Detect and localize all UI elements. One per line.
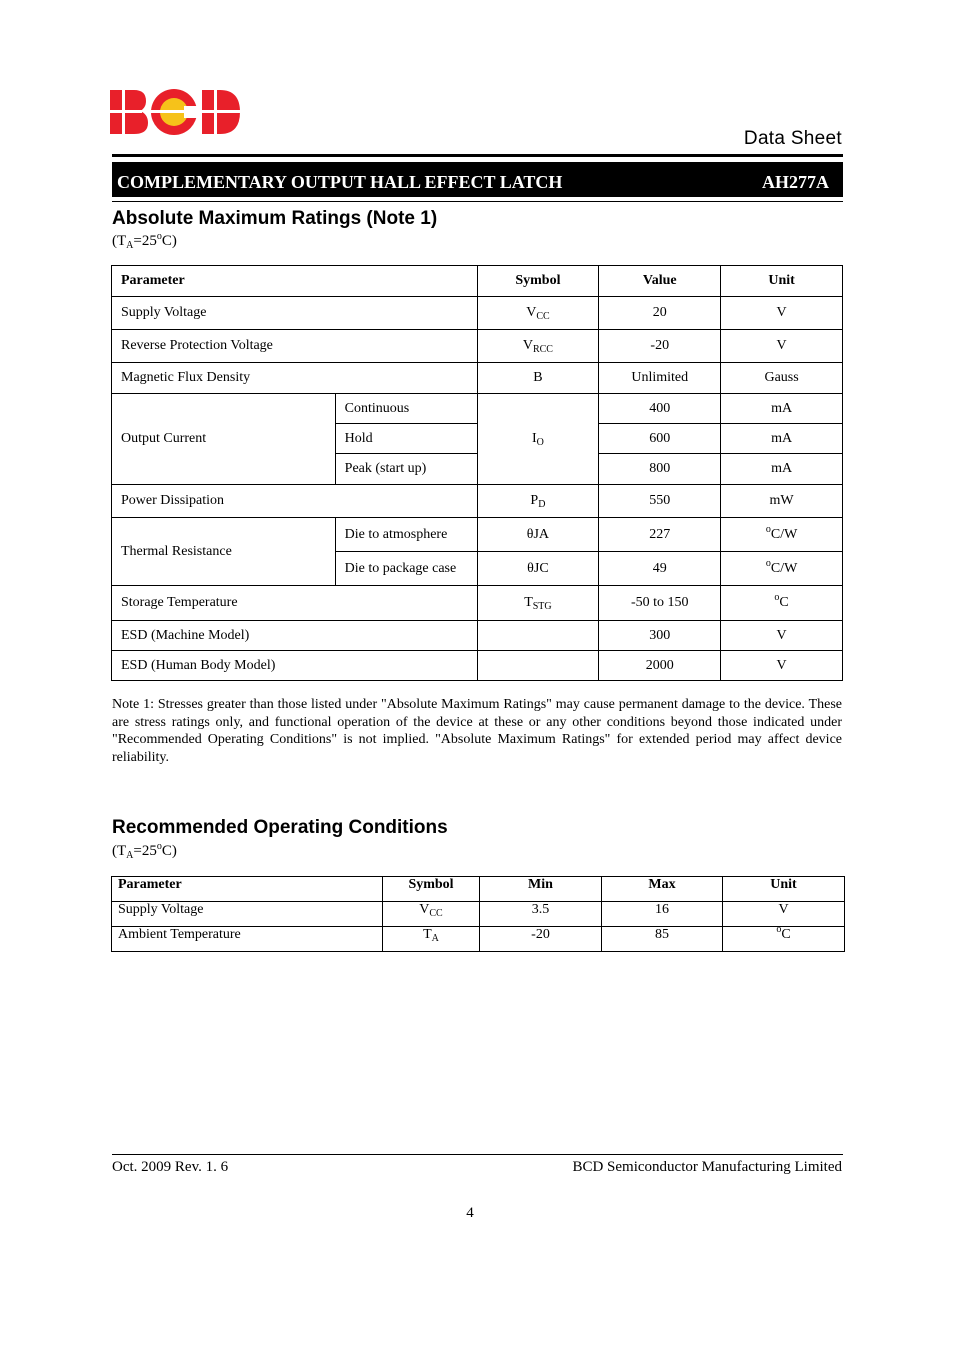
- header-value: Value: [599, 266, 721, 297]
- table-header-row: [112, 266, 843, 297]
- header-max: Max: [602, 877, 723, 902]
- roc-condition: $(T_A=25^oC)$: [112, 841, 177, 861]
- max-cell: 85: [602, 927, 723, 952]
- roc-heading: Recommended Operating Conditions: [112, 817, 448, 838]
- header-rule: [112, 154, 843, 157]
- amr-condition: $(T_A=25^oC)$: [112, 231, 177, 251]
- param-cell: Supply Voltage: [112, 902, 383, 927]
- footer-company: BCD Semiconductor Manufacturing Limited: [572, 1159, 842, 1175]
- unit-cell: V: [721, 621, 843, 651]
- subparam-cell: Hold: [335, 424, 477, 454]
- symbol-cell: θJC: [477, 552, 599, 586]
- value-cell: 227: [599, 518, 721, 552]
- header-parameter: Parameter: [112, 266, 478, 297]
- min-cell: 3.5: [480, 902, 602, 927]
- document-type-label: Data Sheet: [743, 128, 842, 149]
- unit-cell: V: [721, 297, 843, 330]
- unit-cell: $^o$C: [721, 586, 843, 621]
- unit-cell: mA: [721, 454, 843, 485]
- recommended-operating-conditions-table: [111, 876, 845, 952]
- symbol-cell: $P_D$: [477, 485, 599, 518]
- subparam-cell: Peak (start up): [335, 454, 477, 485]
- symbol-cell: $V_{CC}$: [477, 297, 599, 330]
- unit-cell: V: [723, 902, 845, 927]
- symbol-cell: $V_{CC}$: [383, 902, 480, 927]
- unit-cell: $^o$C/W: [721, 518, 843, 552]
- table-row: [112, 651, 843, 681]
- value-cell: 550: [599, 485, 721, 518]
- part-number: AH277A: [762, 172, 829, 192]
- unit-cell: V: [721, 651, 843, 681]
- value-cell: -50 to 150: [599, 586, 721, 621]
- header-min: Min: [480, 877, 602, 902]
- unit-cell: Gauss: [721, 363, 843, 394]
- table-row: [112, 902, 845, 927]
- absolute-maximum-ratings-table: [111, 265, 843, 681]
- bcd-logo: [110, 88, 242, 136]
- table-row: [112, 485, 843, 518]
- symbol-cell: θJA: [477, 518, 599, 552]
- param-cell: Output Current: [112, 394, 336, 485]
- param-cell: ESD (Human Body Model): [112, 651, 478, 681]
- subparam-cell: Continuous: [335, 394, 477, 424]
- title-underline: [112, 201, 843, 202]
- max-cell: 16: [602, 902, 723, 927]
- unit-cell: mW: [721, 485, 843, 518]
- table-row: [112, 363, 843, 394]
- value-cell: 400: [599, 394, 721, 424]
- table-row: [112, 394, 843, 424]
- value-cell: Unlimited: [599, 363, 721, 394]
- note-1: Note 1: Stresses greater than those listed under "Absolute Maximum Ratings" may cause permanent damage to the device. These are stress ratings only, and functional operation of the device at these or any other conditions beyond those indicated under "Recommended Operating Conditions" is not implied. "Absolute Maximum Ratings" for extended period may affect device reliability.: [112, 697, 842, 765]
- subparam-cell: Die to package case: [335, 552, 477, 586]
- value-cell: 600: [599, 424, 721, 454]
- table-row: [112, 586, 843, 621]
- footer-rule: [112, 1154, 843, 1155]
- symbol-cell: [477, 651, 599, 681]
- symbol-cell: $I_O$: [477, 394, 599, 485]
- value-cell: 20: [599, 297, 721, 330]
- header-symbol: Symbol: [383, 877, 480, 902]
- table-row: [112, 297, 843, 330]
- unit-cell: V: [721, 330, 843, 363]
- symbol-cell: $T_{STG}$: [477, 586, 599, 621]
- header-unit: Unit: [721, 266, 843, 297]
- param-cell: Reverse Protection Voltage: [112, 330, 478, 363]
- header-parameter: Parameter: [112, 877, 383, 902]
- value-cell: 2000: [599, 651, 721, 681]
- value-cell: 300: [599, 621, 721, 651]
- unit-cell: $^o$C/W: [721, 552, 843, 586]
- param-cell: Magnetic Flux Density: [112, 363, 478, 394]
- table-row: [112, 518, 843, 552]
- amr-heading: Absolute Maximum Ratings (Note 1): [112, 208, 438, 229]
- unit-cell: mA: [721, 394, 843, 424]
- table-header-row: [112, 877, 845, 902]
- symbol-cell: [477, 621, 599, 651]
- table-row: [112, 330, 843, 363]
- table-row: [112, 621, 843, 651]
- min-cell: -20: [480, 927, 602, 952]
- param-cell: ESD (Machine Model): [112, 621, 478, 651]
- product-title: COMPLEMENTARY OUTPUT HALL EFFECT LATCH: [117, 172, 563, 192]
- unit-cell: $^o$C: [723, 927, 845, 952]
- header-symbol: Symbol: [477, 266, 599, 297]
- page-number: 4: [466, 1205, 474, 1221]
- param-cell: Power Dissipation: [112, 485, 478, 518]
- value-cell: 49: [599, 552, 721, 586]
- table-row: [112, 927, 845, 952]
- header-unit: Unit: [723, 877, 845, 902]
- param-cell: Storage Temperature: [112, 586, 478, 621]
- value-cell: 800: [599, 454, 721, 485]
- subparam-cell: Die to atmosphere: [335, 518, 477, 552]
- param-cell: Supply Voltage: [112, 297, 478, 330]
- title-bar: [112, 162, 843, 197]
- value-cell: -20: [599, 330, 721, 363]
- unit-cell: mA: [721, 424, 843, 454]
- param-cell: Thermal Resistance: [112, 518, 336, 586]
- param-cell: Ambient Temperature: [112, 927, 383, 952]
- symbol-cell: B: [477, 363, 599, 394]
- symbol-cell: $T_A$: [383, 927, 480, 952]
- symbol-cell: $V_{RCC}$: [477, 330, 599, 363]
- footer-date-revision: Oct. 2009 Rev. 1. 6: [112, 1159, 229, 1175]
